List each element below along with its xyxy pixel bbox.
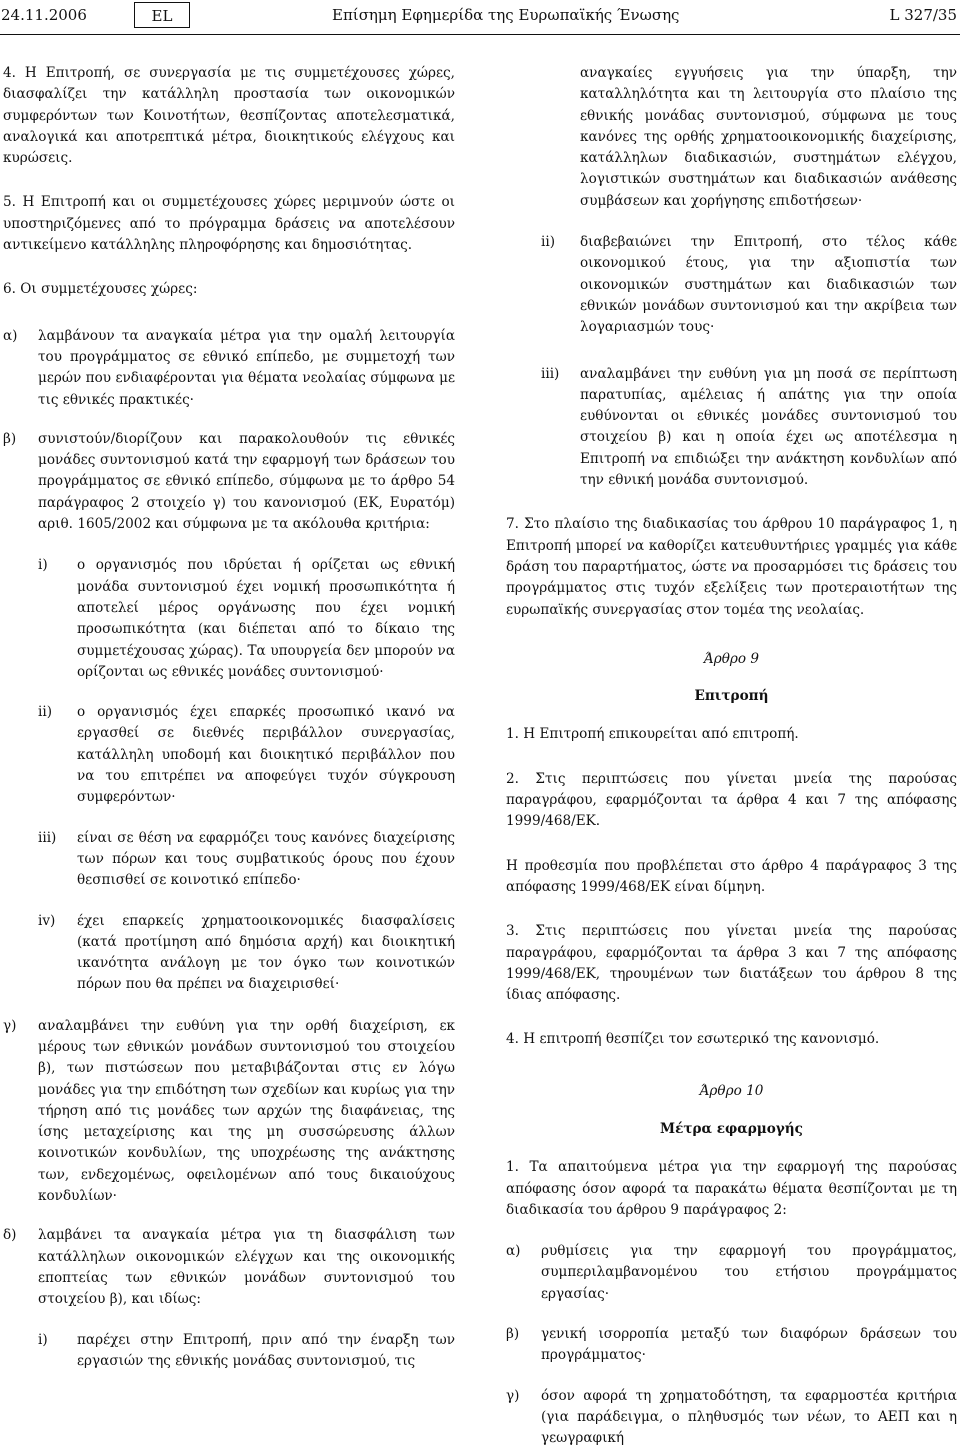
journal-title: Επίσημη Εφημερίδα της Ευρωπαϊκής Ένωσης [332,6,680,24]
sublist-item-i [3,555,455,683]
list-text: αναλαμβάνει την ευθύνη για την ορθή διαχείριση, εκ μέρους των εθνικών μονάδων συντονισμού του στοιχείου β), των πιστώσεων που μεταβιβάζονται στις εν λόγω μονάδες για την επιδότηση των σχεδίων και κυρίως για την τήρηση από τις μονάδες των αρχών της διαφάνειας, της ίσης μεταχείρισης και της μη συσσώρευσης άλλων κοινοτικών κονδυλίων, της υποχρέωσης της ανάκτησης των, ενδεχομένως, οφειλομένων από τους δικαιούχους κονδυλίων· [38,1017,455,1205]
list-text: αναγκαίες εγγυήσεις για την ύπαρξη, την καταλληλότητα και τη λειτουργία στο πλαίσιο της εθνικής μονάδας συντονισμού, σύμφωνα με τους κανόνες της ορθής χρηματοοικονομικής διαχείρισης, κατάλληλων διαδικασιών, συστημάτων ελέγχου, λογιστικών συστημάτων και διαδικασιών ανάθεσης συμβάσεων και χορήγησης επιδοτήσεων· [580,65,957,209]
list-text: ρυθμίσεις για την εφαρμογή του προγράμματος, συμπεριλαμβανομένου του ετήσιου προγράμματος εργασίας· [541,1243,957,1302]
list-text: έχει επαρκείς χρηματοοικονομικές διασφαλίσεις (κατά προτίμηση από δημόσια αρχή) και διοικητική ικανότητα ανάλογη με τον όγκο των κοινοτικών πόρων που θα πρέπει να διαχειρισθεί· [77,912,455,993]
list-text: λαμβάνει τα αναγκαία μέτρα για τη διασφάλιση των κατάλληλων οικονομικών ελέγχων και της οικονομικής εποπτείας των εθνικών μονάδων συντονισμού του στοιχείου β), και ιδίως: [38,1227,455,1308]
list-text: αναλαμβάνει την ευθύνη για μη ποσά σε περίπτωση παρατυπίας, αμέλειας ή απάτης για την οποία ευθύνονται οι εθνικές μονάδες συντονισμού του στοιχείου β) και η οποία έχει ως αποτέλεσμα η Επιτροπή να επιδιώξει την ανάκτηση κονδυλίων από την εθνική μονάδα συντονισμού. [580,365,957,489]
list-text: παρέχει στην Επιτροπή, πριν από την έναρξη των εργασιών της εθνικής μονάδας συντονισμού, τις [77,1331,455,1369]
article-9-paragraph-1: 1. Η Επιτροπή επικουρείται από επιτροπή. [506,726,799,743]
list-label: ii) [38,704,52,721]
header-rule [0,34,960,35]
sublist-item-ii [3,702,455,808]
list-item-c [506,1386,957,1450]
paragraph-6: 6. Οι συμμετέχουσες χώρες: [3,281,198,298]
paragraph-7: 7. Στο πλαίσιο της διαδικασίας του άρθρου 10 παράγραφος 1, η Επιτροπή μπορεί να καθορίζει κατευθυντήριες γραμμές για κάθε δράση του παραρτήματος, ώστε να προσαρμόσει τις δράσεις του προγράμματος στις τυχόν εξελίξεις των προτεραιοτήτων της ευρωπαϊκής συνεργασίας στον τομέα της νεολαίας. [506,516,957,618]
left-column [3,63,455,1372]
page-reference: L 327/35 [889,6,957,24]
list-label: γ) [3,1017,17,1034]
list-label: β) [3,430,17,447]
list-label: iii) [38,829,57,846]
article-9-paragraph-3: 3. Στις περιπτώσεις που γίνεται μνεία της παρούσας παραγράφου, εφαρμόζονται τα άρθρα 3 και 7 της απόφασης 1999/468/ΕΚ, τηρουμένων των διατάξεων του άρθρου 8 της ίδιας απόφασης. [506,923,957,1004]
list-item-d [3,1225,455,1310]
list-item-b [3,429,455,535]
list-text: συνιστούν/διορίζουν και παρακολουθούν τις εθνικές μονάδες συντονισμού κατά την εφαρμογή των δράσεων του προγράμματος σε εθνικό επίπεδο, σύμφωνα με το άρθρο 54 παράγραφος 2 στοιχείο γ) του κανονισμού (ΕΚ, Ευρατόμ) αριθ. 1605/2002 και σύμφωνα με τα ακόλουθα κριτήρια: [38,430,455,533]
list-label: α) [3,327,18,344]
sublist-item-iii [3,828,455,892]
paragraph-4: 4. Η Επιτροπή, σε συνεργασία με τις συμμετέχουσες χώρες, διασφαλίζει την κατάλληλη προστασία των οικονομικών συμφερόντων των Κοινοτήτων, θεσπίζοντας αποτελεσματικά, αναλογικά και αποτρεπτικά μέτρα, διοικητικούς ελέγχους και κυρώσεις. [3,65,455,167]
list-label: iii) [541,365,560,382]
list-label: i) [38,1331,48,1348]
list-label: iv) [38,912,56,929]
sublist-item-ii [506,232,957,338]
article-9-paragraph-2: 2. Στις περιπτώσεις που γίνεται μνεία της παρούσας παραγράφου, εφαρμόζονται τα άρθρα 4 και 7 της απόφασης 1999/468/ΕΚ. [506,770,957,830]
list-label: δ) [3,1227,17,1244]
list-label: i) [38,557,48,574]
sublist-item-d-i [3,1330,455,1373]
list-text: είναι σε θέση να εφαρμόζει τους κανόνες διαχείρισης των πόρων και τους συμβατικούς όρους που έχουν θεσπισθεί σε κοινοτικό επίπεδο· [77,829,455,889]
list-label: γ) [506,1387,520,1404]
paragraph-5: 5. Η Επιτροπή και οι συμμετέχουσες χώρες μεριμνούν ώστε οι υποστηριζόμενες από το πρόγραμμα δράσεις να αποτελέσουν αντικείμενο κατάλληλης πληροφόρησης και δημοσιότητας. [3,194,455,254]
right-column [506,63,957,1450]
article-10-heading: Άρθρο 10 [699,1082,764,1099]
list-text: λαμβάνουν τα αναγκαία μέτρα για την ομαλή λειτουργία του προγράμματος σε εθνικό επίπεδο, με συμμετοχή των μερών που ενδιαφέρονται για θέματα νεολαίας σύμφωνα με τις εθνικές πρακτικές· [38,327,455,408]
list-label: α) [506,1243,521,1260]
publication-date: 24.11.2006 [1,6,87,24]
article-10-paragraph-1: 1. Τα απαιτούμενα μέτρα για την εφαρμογή της παρούσας απόφασης όσον αφορά τα παρακάτω θέματα θεσπίζονται με τη διαδικασία του άρθρου 9 παράγραφος 2: [506,1159,957,1218]
article-9-paragraph-4: 4. Η επιτροπή θεσπίζει τον εσωτερικό της κανονισμό. [506,1031,880,1048]
list-text: διαβεβαιώνει την Επιτροπή, στο τέλος κάθε οικονομικού έτους, για την αξιοπιστία των οικονομικών συστημάτων και διαδικασιών των εθνικών μονάδων συντονισμού και την ακρίβεια των λογαριασμών τους· [580,234,957,336]
sublist-item-iv [3,911,455,996]
article-9-heading: Άρθρο 9 [703,650,760,667]
list-label: β) [506,1326,520,1343]
list-item-a [3,326,455,411]
page-header [0,0,960,34]
article-9-paragraph-2-sub: Η προθεσμία που προβλέπεται στο άρθρο 4 παράγραφος 3 της απόφασης 1999/468/ΕΚ είναι δίμηνη. [506,857,957,895]
article-9-title: Επιτροπή [694,688,769,705]
list-item-b [506,1324,957,1367]
language-box: EL [134,2,190,28]
list-label: ii) [541,234,555,251]
list-text: γενική ισορροπία μεταξύ των διαφόρων δράσεων του προγράμματος· [541,1326,957,1364]
article-10-title: Μέτρα εφαρμογής [660,1120,803,1137]
list-text: ο οργανισμός έχει επαρκές προσωπικό ικανό να εργασθεί σε διεθνές περιβάλλον συνεργασίας, κατάλληλη υποδομή και διοικητικό περιβάλλον που να του επιτρέπει να αποφεύγει τυχόν σύγκρουση συμφερόντων· [77,704,455,806]
list-text: όσον αφορά τη χρηματοδότηση, τα εφαρμοστέα κριτήρια (για παράδειγμα, ο πληθυσμός των νέων, το ΑΕΠ και η γεωγραφική [541,1387,957,1447]
sublist-item-iii [506,364,957,492]
list-item-c [3,1016,455,1208]
list-text: ο οργανισμός που ιδρύεται ή ορίζεται ως εθνική μονάδα συντονισμού έχει νομική προσωπικότητα ή αποτελεί μέρος οργάνωσης που έχει νομική προσωπικότητα (και διέπεται από το δίκαιο της συμμετέχουσας χώρας). Τα υπουργεία δεν μπορούν να ορίζονται ως εθνικές μονάδες συντονισμού· [77,557,455,680]
continued-item [506,63,957,212]
list-item-a [506,1241,957,1305]
